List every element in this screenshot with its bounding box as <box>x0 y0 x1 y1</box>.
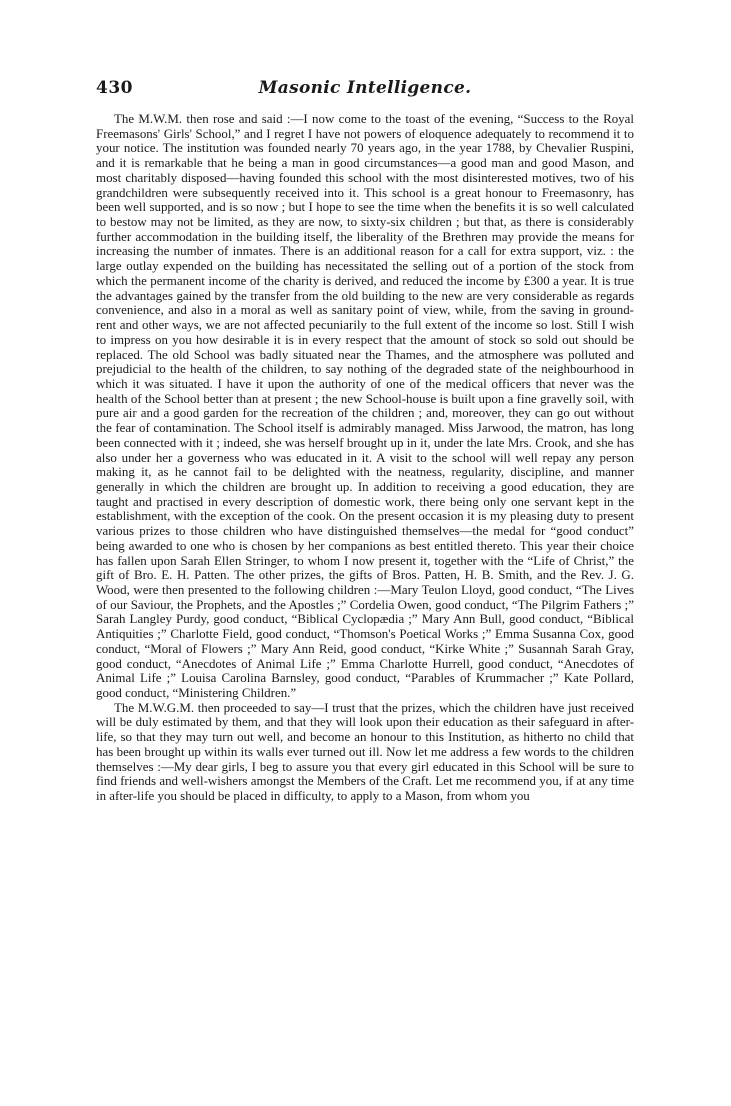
article-body <box>96 112 634 804</box>
page-header <box>96 78 634 104</box>
document-page <box>96 78 634 804</box>
paragraph-address-to-children: The M.W.G.M. then proceeded to say—I trust that the prizes, which the children have just received will be duly estimated by them, and that they will look upon their education as their safeguard in after-life, so that they may turn out well, and become an honour to this Institution, as hitherto no child that has been brought up within its walls ever turned out ill. Now let me address a few words to the children themselves :—My dear girls, I beg to assure you that every girl educated in this School will be sure to find friends and well-wishers amongst the Members of the Craft. Let me recommend you, if at any time in after-life you should be placed in difficulty, to apply to a Mason, from whom you <box>96 699 634 804</box>
page-number: 430 <box>96 78 133 98</box>
running-title: Masonic Intelligence. <box>258 78 472 98</box>
paragraph-toast-speech: The M.W.M. then rose and said :—I now come to the toast of the evening, “Success to the Royal Freemasons' Girls' School,” and I regret I have not powers of eloquence adequately to recommend it to your notice. The institution was founded nearly 70 years ago, in the year 1788, by Chevalier Ruspini, and it is remarkable that he being a man in good circumstances—a good man and good Mason, and most charitably disposed—having founded this school with the most disinterested motives, two of his grandchildren were subsequently received into it. This school is a great honour to Freemasonry, has been well supported, and is so now ; but I hope to see the time when the benefits it is so well calculated to bestow may not be limited, as they are now, to sixty-six children ; but that, as there is considerably further accommodation in the building itself, the liberality of the Brethren may provide the means for increasing the number of inmates. There is an additional reason for a call for extra support, viz. : the large outlay expended on the building has necessitated the selling out of a portion of the stock from which the permanent income of the charity is derived, and reduced the income by £300 a year. It is true the advantages gained by the transfer from the old building to the new are very considerable as regards convenience, and also in a moral as well as sanitary point of view, while, from the saving in ground-rent and other ways, we are not affected pecuniarily to the full extent of the income so lost. Still I wish to impress on you how desirable it is in every respect that the amount of stock so sold out should be replaced. The old School was badly situated near the Thames, and the atmosphere was polluted and prejudicial to the health of the children, to say nothing of the degraded state of the neighbourhood in which it was situated. I have it upon the authority of one of the medical officers that never was the health of the School better than at present ; the new School-house is built upon a fine gravelly soil, with pure air and a good garden for the recreation of the children ; and, moreover, they can go out without the fear of contamination. The School itself is admirably managed. Miss Jarwood, the matron, has long been connected with it ; indeed, she was herself brought up in it, under the late Mrs. Crook, and she has also under her a governess who was educated in it. A visit to the school will well repay any person making it, as he cannot fail to be delighted with the neatness, regularity, discipline, and manner generally in which the children are brought up. In addition to receiving a good education, they are taught and practised in every description of domestic work, there being only one servant kept in the establishment, with the exception of the cook. On the present occasion it is my pleasing duty to present various prizes to those children who have distinguished themselves—the medal for “good conduct” being awarded to one who is chosen by her companions as best entitled thereto. This year their choice has fallen upon Sarah Ellen Stringer, to whom I now present it, together with the “Life of Christ,” the gift of Bro. E. H. Patten. The other prizes, the gifts of Bros. Patten, H. B. Smith, and the Rev. J. G. Wood, were then presented to the following children :—Mary Teulon Lloyd, good conduct, “The Lives of our Saviour, the Prophets, and the Apostles ;” Cordelia Owen, good conduct, “The Pilgrim Fathers ;” Sarah Langley Purdy, good conduct, “Biblical Cyclopædia ;” Mary Ann Bull, good conduct, “Biblical Antiquities ;” Charlotte Field, good conduct, “Thomson's Poetical Works ;” Emma Susanna Cox, good conduct, “Moral of Flowers ;” Mary Ann Reid, good conduct, “Kirke White ;” Susannah Sarah Gray, good conduct, “Anecdotes of Animal Life ;” Emma Charlotte Hurrell, good conduct, “Anecdotes of Animal Life ;” Louisa Carolina Barnsley, good conduct, “Parables of Krummacher ;” Kate Pollard, good conduct, “Ministering Children.” <box>96 111 634 701</box>
